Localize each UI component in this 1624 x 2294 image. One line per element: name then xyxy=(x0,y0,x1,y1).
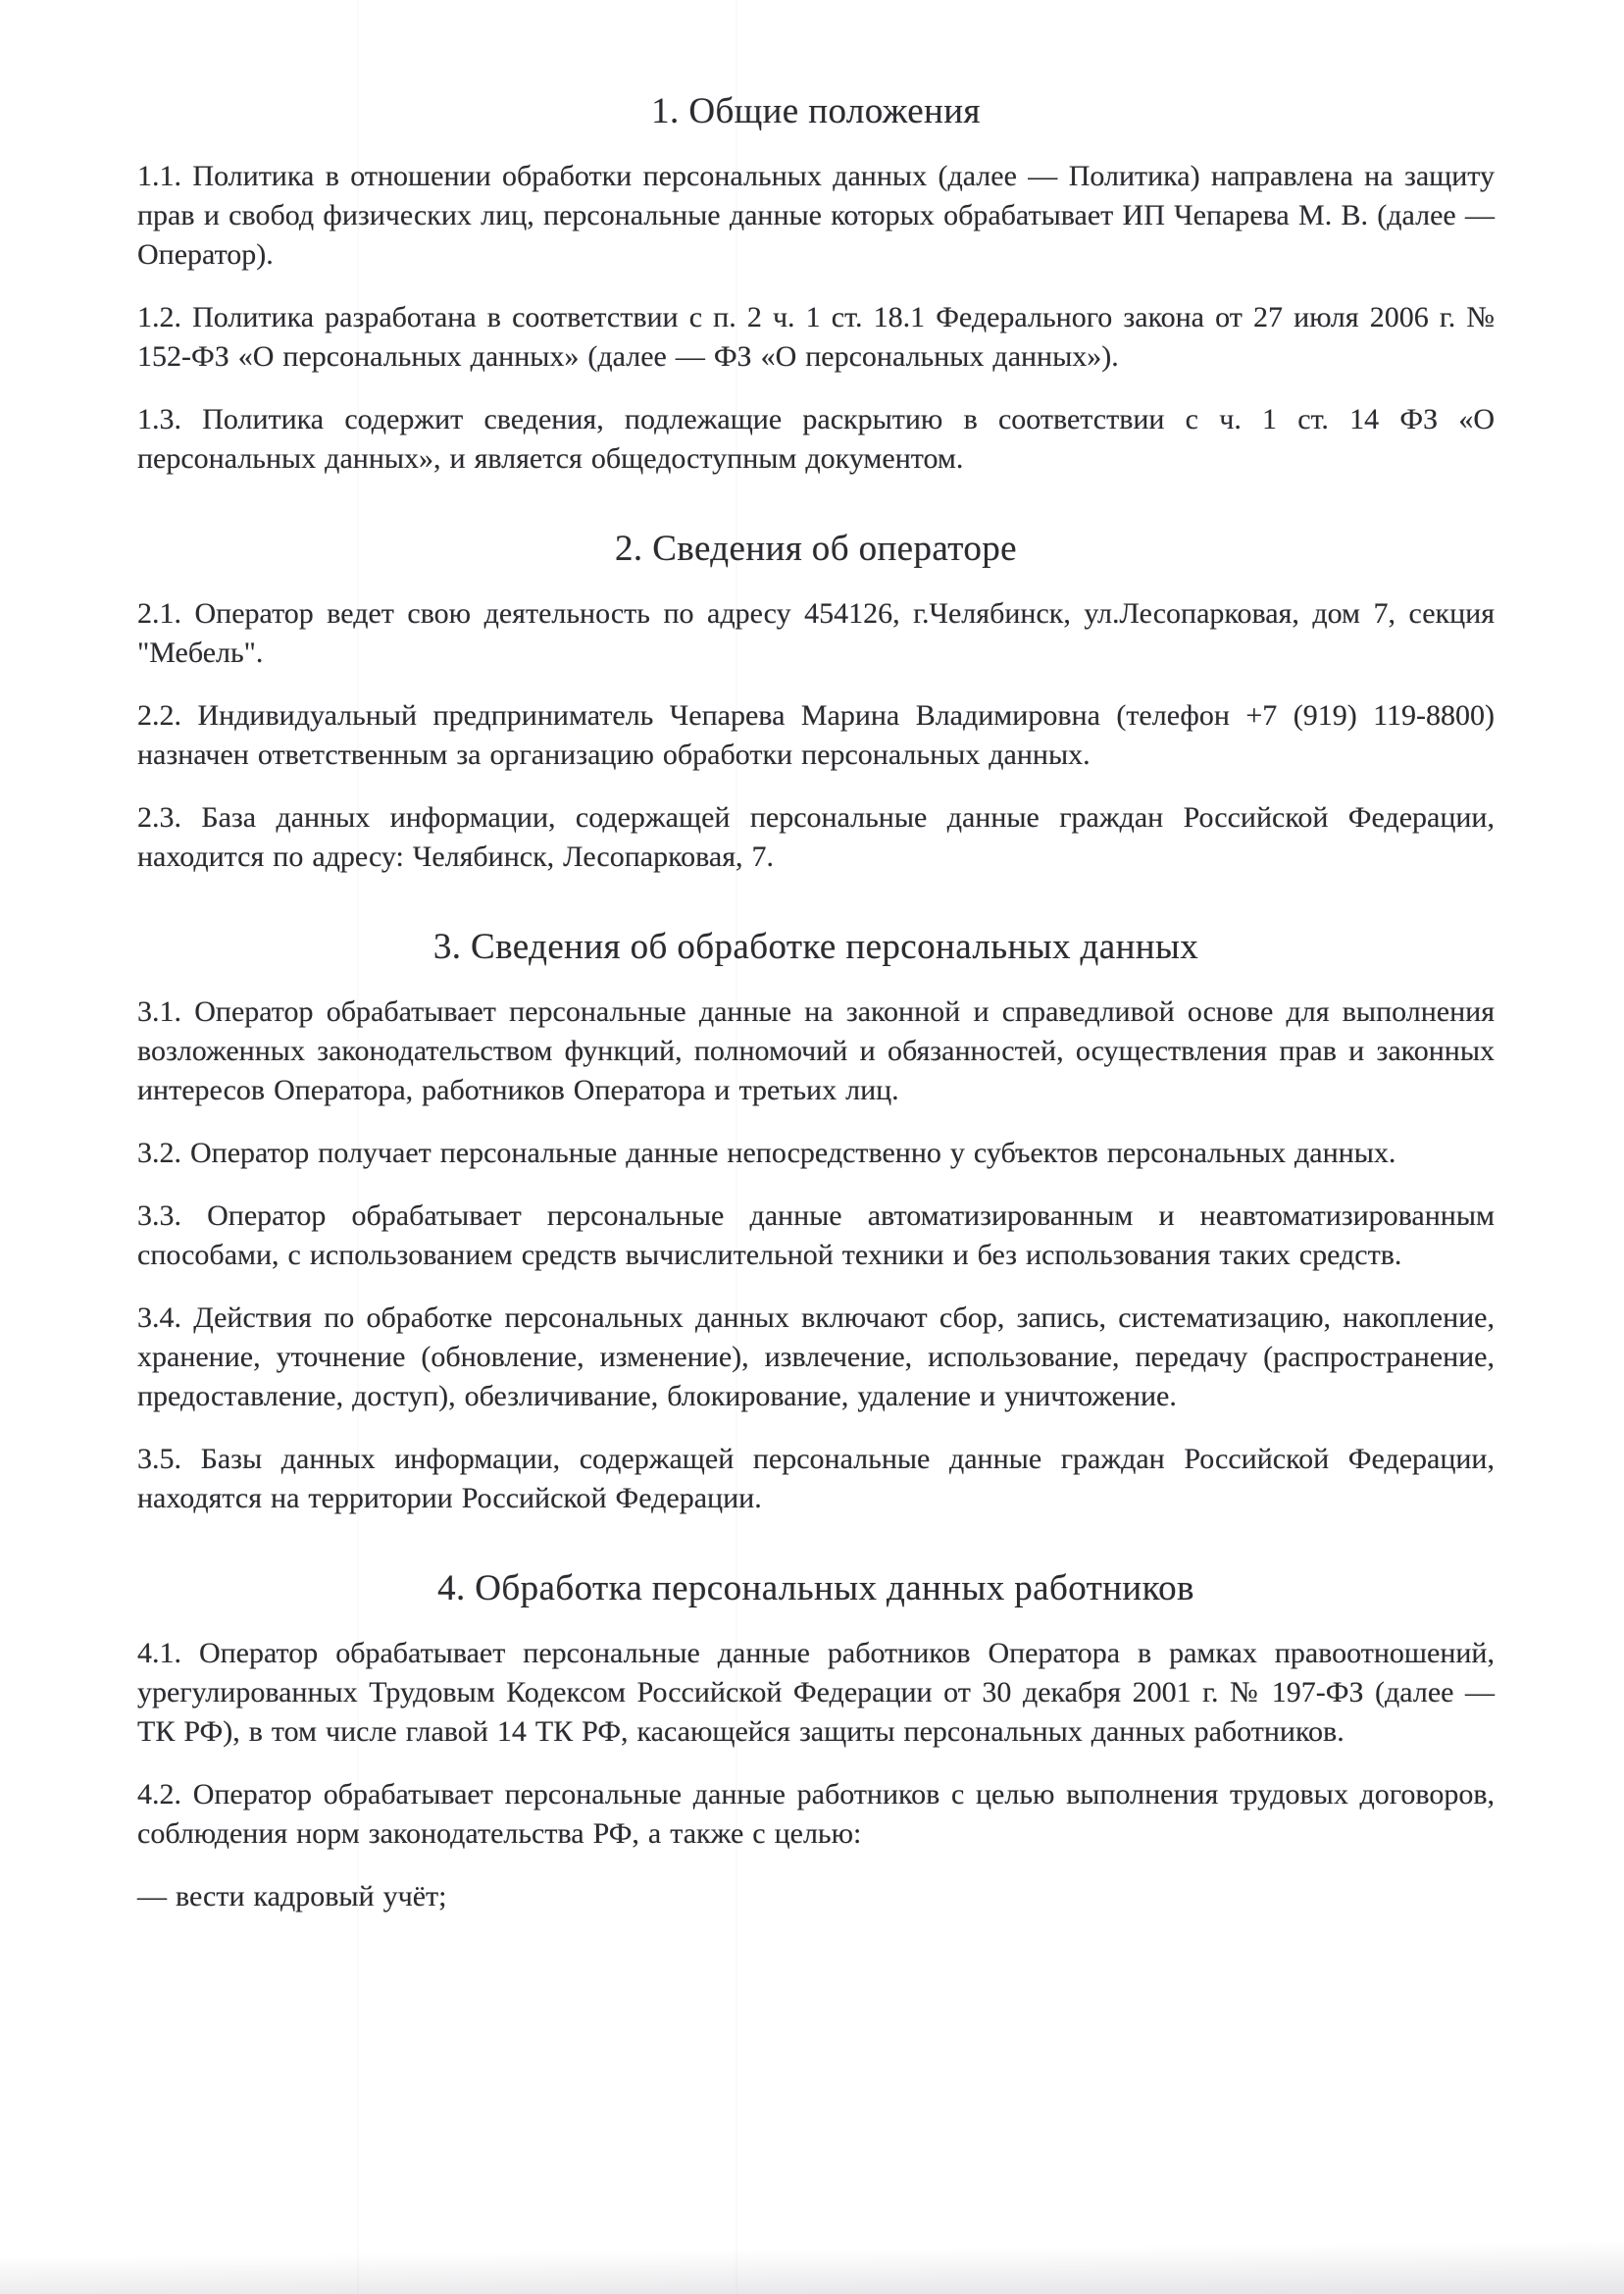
paragraph: 3.3. Оператор обрабатывает персональные данные автоматизированным и неавтоматизированным способами, с использованием средств вычислительной техники и без использования таких средств. xyxy=(137,1199,1495,1271)
paragraph: 3.2. Оператор получает персональные данные непосредственно у субъектов персональных данных. xyxy=(137,1137,1396,1169)
paragraph: 1.1. Политика в отношении обработки персональных данных (далее — Политика) направлена на защиту прав и свобод физических лиц, персональные данные которых обрабатывает ИП Чепарева М. В. (далее — Оператор). xyxy=(137,160,1495,271)
section-heading: 4. Обработка персональных данных работников xyxy=(437,1568,1194,1608)
paragraph: 3.5. Базы данных информации, содержащей персональные данные граждан Российской Федерации, находятся на территории Российской Федерации. xyxy=(137,1443,1495,1514)
section-processing-info xyxy=(137,926,1495,1518)
paragraph: 4.1. Оператор обрабатывает персональные данные работников Оператора в рамках правоотношений, урегулированных Трудовым Кодексом Российской Федерации от 30 декабря 2001 г. № 197-ФЗ (далее — ТК РФ), в том числе главой 14 ТК РФ, касающейся защиты персональных данных работников. xyxy=(137,1637,1495,1748)
paragraph: 3.1. Оператор обрабатывает персональные данные на законной и справедливой основе для выполнения возложенных законодательством функций, полномочий и обязанностей, осуществления прав и законных интересов Оператора, работников Оператора и третьих лиц. xyxy=(137,995,1495,1106)
paragraph: 2.3. База данных информации, содержащей персональные данные граждан Российской Федерации, находится по адресу: Челябинск, Лесопарковая, 7. xyxy=(137,801,1495,873)
section-employee-data xyxy=(137,1567,1495,1916)
paragraph: 4.2. Оператор обрабатывает персональные данные работников с целью выполнения трудовых договоров, соблюдения норм законодательства РФ, а также с целью: xyxy=(137,1778,1495,1850)
paragraph: 3.4. Действия по обработке персональных данных включают сбор, запись, систематизацию, накопление, хранение, уточнение (обновление, изменение), извлечение, использование, передачу (распространение, предоставление, доступ), обезличивание, блокирование, удаление и уничтожение. xyxy=(137,1301,1495,1412)
paragraph: 1.3. Политика содержит сведения, подлежащие раскрытию в соответствии с ч. 1 ст. 14 ФЗ «О персональных данных», и является общедоступным документом. xyxy=(137,403,1495,475)
paragraph: 2.2. Индивидуальный предприниматель Чепарева Марина Владимировна (телефон +7 (919) 119-8800) назначен ответственным за организацию обработки персональных данных. xyxy=(137,699,1495,771)
section-operator-info xyxy=(137,528,1495,877)
section-heading: 1. Общие положения xyxy=(651,91,981,131)
section-general-provisions xyxy=(137,90,1495,479)
list-item-dash: — вести кадровый учёт; xyxy=(137,1880,447,1912)
scan-bottom-shadow xyxy=(0,2241,1624,2294)
paragraph: 1.2. Политика разработана в соответствии с п. 2 ч. 1 ст. 18.1 Федерального закона от 27 июля 2006 г. № 152-ФЗ «О персональных данных» (далее — ФЗ «О персональных данных»). xyxy=(137,301,1495,373)
section-heading: 3. Сведения об обработке персональных данных xyxy=(432,927,1199,967)
paragraph: 2.1. Оператор ведет свою деятельность по адресу 454126, г.Челябинск, ул.Лесопарковая, дом 7, секция "Мебель". xyxy=(137,597,1495,669)
section-heading: 2. Сведения об операторе xyxy=(615,529,1017,569)
